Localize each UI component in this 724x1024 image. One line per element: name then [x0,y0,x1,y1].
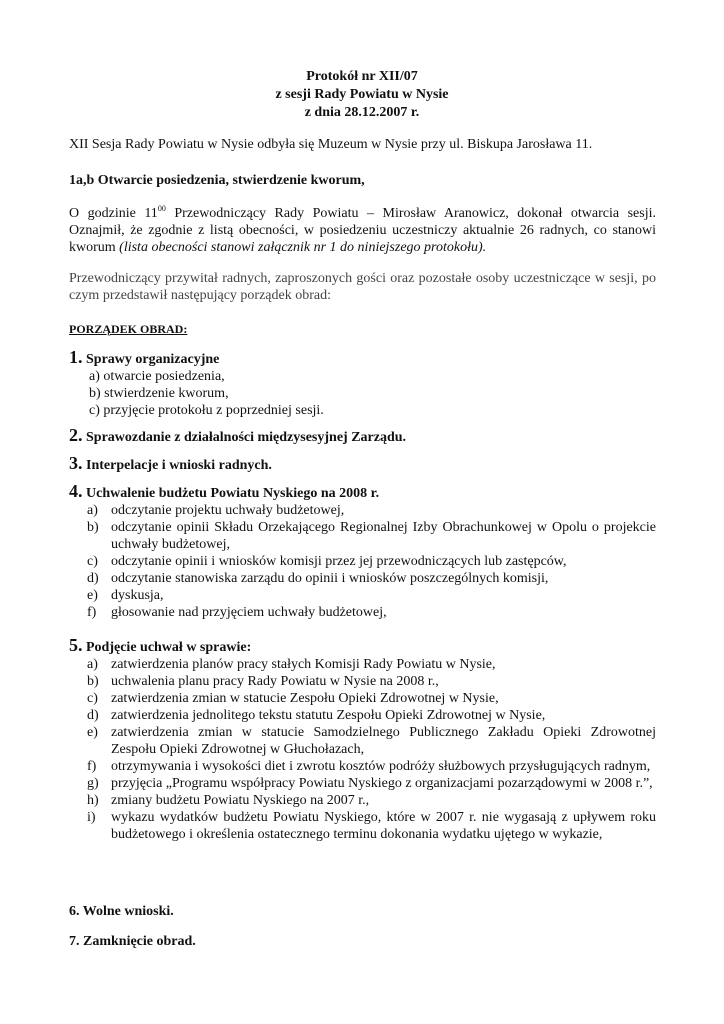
agenda-item-4 [69,483,656,621]
agenda-item-2-number: 2. [69,425,83,445]
greeting-paragraph: Przewodniczący przywitał radnych, zaproszonych gości oraz pozostałe osoby uczestniczące w sesji, po czym przedstawił następujący porządek obrad: [69,271,656,303]
list-item [69,587,656,604]
agenda-item-1-a: a) otwarcie posiedzenia, [89,369,225,384]
list-text: zatwierdzenia zmian w statucie Samodzielnego Publicznego Zakładu Opieki Zdrowotnej Zespołu Opieki Zdrowotnej w Głuchołazach, [111,725,656,757]
protocol-title: Protokół nr XII/07 [306,69,418,84]
intro-paragraph: XII Sesja Rady Powiatu w Nysie odbyła się Muzeum w Nysie przy ul. Biskupa Jarosława 11. [69,137,593,152]
list-text: zmiany budżetu Powiatu Nyskiego na 2007 r., [111,793,370,808]
list-text: odczytanie opinii i wniosków komisji przez jej przewodniczących lub zastępców, [111,554,567,569]
list-text: wykazu wydatków budżetu Powiatu Nyskiego, które w 2007 r. nie wygasają z upływem roku budżetowego i określenia ostatecznego terminu dokonania wydatku ujętego w wykazie, [111,810,656,842]
opening-text: O godzinie 11 [69,206,158,221]
list-text: odczytanie opinii Składu Orzekającego Regionalnej Izby Obrachunkowej w Opolu o projekcie uchwały budżetowej, [111,520,656,552]
list-item [69,502,656,519]
list-item [69,553,656,570]
list-text: odczytanie projektu uchwały budżetowej, [111,503,345,518]
agenda-item-1-title: Sprawy organizacyjne [86,352,220,367]
list-item [69,656,656,673]
agenda-item-3 [69,455,656,474]
list-text: głosowanie nad przyjęciem uchwały budżetowej, [111,605,387,620]
list-text: zatwierdzenia jednolitego tekstu statutu Zespołu Opieki Zdrowotnej w Nysie, [111,708,546,723]
list-item [69,690,656,707]
list-item [69,809,656,843]
list-marker: i) [87,810,96,825]
agenda-item-4-subitems [69,502,656,621]
quorum-text: Przewodniczący Rady Powiatu – Mirosław Aranowicz, dokonał otwarcia sesji. Oznajmił, że zgodnie z listą obecności, w posiedzeniu uczestniczy aktualnie 26 radnych, co stanowi kworum [69,206,656,255]
list-marker: b) [87,520,99,535]
protocol-header [0,68,724,122]
agenda-item-4-title: Uchwalenie budżetu Powiatu Nyskiego na 2008 r. [86,486,380,501]
agenda-item-2-title: Sprawozdanie z działalności międzysesyjnej Zarządu. [86,430,407,445]
agenda-item-1-b: b) stwierdzenie kworum, [89,386,229,401]
agenda-item-1-number: 1. [69,347,83,367]
agenda-item-5 [69,637,656,843]
list-marker: e) [87,725,98,740]
list-text: uchwalenia planu pracy Rady Powiatu w Nysie na 2008 r., [111,674,439,689]
list-text: zatwierdzenia planów pracy stałych Komisji Rady Powiatu w Nysie, [111,657,496,672]
list-item [69,724,656,758]
attendance-note: (lista obecności stanowi załącznik nr 1 do niniejszego protokołu). [119,240,487,255]
list-marker: d) [87,708,99,723]
list-marker: e) [87,588,98,603]
agenda-item-7: 7. Zamknięcie obrad. [69,934,196,949]
list-text: dyskusja, [111,588,164,603]
list-marker: f) [87,759,97,774]
list-marker: h) [87,793,99,808]
agenda-item-5-number: 5. [69,635,83,655]
agenda-item-3-number: 3. [69,453,83,473]
section-1ab-heading: 1a,b Otwarcie posiedzenia, stwierdzenie kworum, [69,173,365,188]
list-item [69,775,656,792]
agenda-item-1-c: c) przyjęcie protokołu z poprzedniej sesji. [89,403,324,418]
list-item [69,673,656,690]
protocol-date: z dnia 28.12.2007 r. [304,105,420,120]
list-text: otrzymywania i wysokości diet i zwrotu kosztów podróży służbowych przysługujących radnym, [111,759,651,774]
list-marker: g) [87,776,99,791]
list-text: odczytanie stanowiska zarządu do opinii i wniosków poszczególnych komisji, [111,571,549,586]
list-marker: d) [87,571,99,586]
agenda-item-5-subitems [69,656,656,843]
protocol-session: z sesji Rady Powiatu w Nysie [275,87,449,102]
list-marker: c) [87,554,98,569]
agenda-item-5-title: Podjęcie uchwał w sprawie: [86,640,252,655]
list-item [69,604,656,621]
list-text: przyjęcia „Programu współpracy Powiatu Nyskiego z organizacjami pozarządowymi w 2008 r.”, [111,776,653,791]
list-item [69,519,656,553]
list-item [69,707,656,724]
list-text: zatwierdzenia zmian w statucie Zespołu Opieki Zdrowotnej w Nysie, [111,691,499,706]
list-item [69,758,656,775]
opening-time-minutes: 00 [157,204,166,213]
list-marker: a) [87,503,98,518]
list-item [69,792,656,809]
agenda-heading: PORZĄDEK OBRAD: [69,322,188,336]
agenda-item-4-number: 4. [69,481,83,501]
agenda-item-1 [69,349,656,419]
agenda-item-2 [69,427,656,446]
agenda-item-6: 6. Wolne wnioski. [69,904,174,919]
list-marker: b) [87,674,99,689]
list-marker: a) [87,657,98,672]
section-1ab-paragraph [69,205,656,256]
list-marker: c) [87,691,98,706]
list-marker: f) [87,605,97,620]
list-item [69,570,656,587]
agenda-item-3-title: Interpelacje i wnioski radnych. [86,458,272,473]
